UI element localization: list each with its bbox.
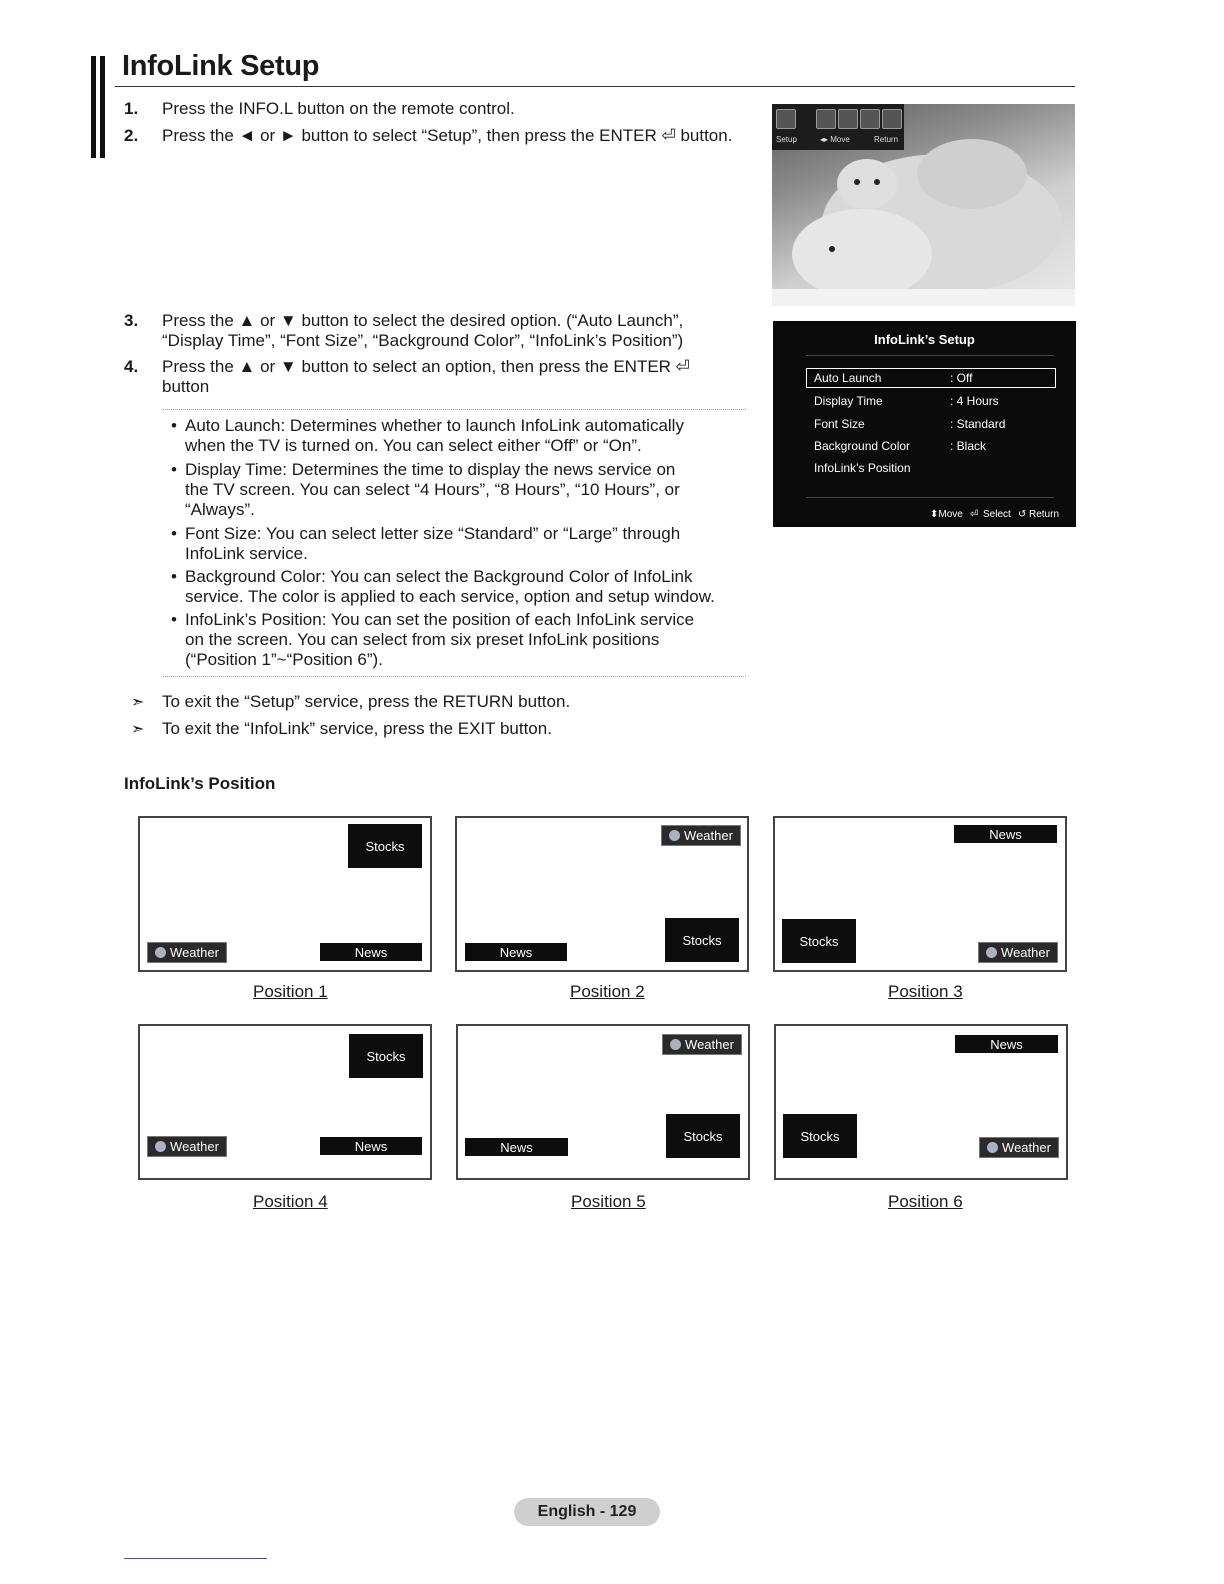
menu-item-infolink-position[interactable]: InfoLink’s Position: [814, 461, 911, 475]
step-text: Press the ▲ or ▼ button to select an option, then press the ENTER ⏎: [162, 357, 690, 376]
stocks-box: Stocks: [349, 1034, 423, 1078]
news-box: News: [320, 943, 422, 961]
usa-today-icon[interactable]: [776, 109, 796, 129]
title-rule: [115, 86, 1075, 87]
bullet-line: InfoLink’s Position: You can set the position of each InfoLink service: [185, 610, 695, 629]
weather-icon: [669, 830, 680, 841]
menu-item-font-size[interactable]: Font Size: [814, 417, 865, 431]
weather-icon: [670, 1039, 681, 1050]
weather-box: [147, 942, 227, 963]
news-icon[interactable]: [838, 109, 858, 129]
news-box: News: [320, 1137, 422, 1155]
menu-item-display-time[interactable]: Display Time: [814, 394, 883, 408]
bullet-dot: •: [171, 610, 177, 629]
section-title: InfoLink’s Position: [124, 774, 276, 793]
weather-box: [661, 825, 741, 846]
position-1-preview: [138, 816, 432, 972]
tv-menu-icon-bar: [772, 104, 904, 150]
bullet-line: Background Color: You can select the Background Color of InfoLink: [185, 567, 693, 586]
move-hint: ⬍Move: [930, 509, 963, 520]
infolink-setup-menu: [773, 321, 1076, 527]
weather-label: Weather: [684, 828, 733, 843]
photo-icon[interactable]: [816, 109, 836, 129]
footer-rule: [124, 1558, 267, 1559]
stocks-box: Stocks: [783, 1114, 857, 1158]
stocks-box: Stocks: [665, 918, 739, 962]
weather-label: Weather: [170, 945, 219, 960]
weather-icon: [155, 1141, 166, 1152]
stocks-icon[interactable]: [860, 109, 880, 129]
bullet-dot: •: [171, 460, 177, 479]
position-3-preview: [773, 816, 1067, 972]
position-1-label: Position 1: [253, 982, 328, 1001]
menu-value: : Black: [950, 439, 987, 453]
bullet-line: Auto Launch: Determines whether to launch InfoLink automatically: [185, 416, 684, 435]
position-2-label: Position 2: [570, 982, 645, 1001]
return-hint: Return: [1029, 509, 1060, 520]
tv-screenshot-photo: [772, 104, 1075, 306]
menu-value: : Standard: [950, 417, 1006, 431]
news-box: News: [955, 1035, 1058, 1053]
position-5-preview: [456, 1024, 750, 1180]
step-number: 4.: [124, 357, 139, 376]
step-text: Press the ◄ or ► button to select “Setup”, then press the ENTER ⏎ button.: [162, 126, 733, 145]
position-3-label: Position 3: [888, 982, 963, 1001]
page-title: InfoLink Setup: [122, 50, 320, 82]
step-number: 1.: [124, 99, 139, 118]
bullet-line: InfoLink service.: [185, 544, 308, 563]
menu-title: InfoLink’s Setup: [874, 332, 975, 347]
position-5-label: Position 5: [571, 1192, 646, 1211]
header-bar: [100, 56, 105, 158]
menu-item-background-color[interactable]: Background Color: [814, 439, 911, 453]
bullet-line: when the TV is turned on. You can select either “Off” or “On”.: [185, 436, 642, 455]
step-text: Press the INFO.L button on the remote control.: [162, 99, 515, 118]
return-hint: Return: [874, 135, 899, 144]
bullet-line: the TV screen. You can select “4 Hours”, “8 Hours”, “10 Hours”, or: [185, 480, 680, 499]
position-2-preview: [455, 816, 749, 972]
stocks-box: Stocks: [348, 824, 422, 868]
setup-label: Setup: [776, 135, 797, 144]
divider: [806, 497, 1054, 498]
enter-icon: ⏎: [970, 509, 979, 520]
position-6-label: Position 6: [888, 1192, 963, 1211]
bullet-line: (“Position 1”~“Position 6”).: [185, 650, 383, 669]
news-box: News: [954, 825, 1057, 843]
bullet-line: service. The color is applied to each service, option and setup window.: [185, 587, 715, 606]
return-icon: ↺: [1018, 509, 1027, 520]
stocks-box: Stocks: [666, 1114, 740, 1158]
news-box: News: [465, 1138, 568, 1156]
menu-value: : Off: [950, 371, 973, 385]
bullet-line: on the screen. You can select from six preset InfoLink positions: [185, 630, 660, 649]
menu-item-auto-launch[interactable]: Auto Launch: [814, 371, 882, 385]
select-hint: Select: [983, 509, 1011, 520]
step-text-cont: “Display Time”, “Font Size”, “Background Color”, “InfoLink’s Position”): [162, 331, 684, 350]
notes-box: [163, 409, 746, 677]
weather-box: [147, 1136, 227, 1157]
bullet-line: Display Time: Determines the time to display the news service on: [185, 460, 676, 479]
step-text: Press the ▲ or ▼ button to select the desired option. (“Auto Launch”,: [162, 311, 684, 330]
weather-label: Weather: [1002, 1140, 1051, 1155]
weather-label: Weather: [1001, 945, 1050, 960]
divider: [806, 355, 1054, 356]
position-6-preview: [774, 1024, 1068, 1180]
weather-box: [662, 1034, 742, 1055]
page-number: English - 129: [514, 1498, 660, 1526]
weather-icon: [987, 1142, 998, 1153]
tip-text: To exit the “Setup” service, press the RETURN button.: [162, 692, 571, 711]
position-4-preview: [138, 1024, 432, 1180]
news-box: News: [465, 943, 567, 961]
weather-icon: [986, 947, 997, 958]
position-4-label: Position 4: [253, 1192, 328, 1211]
menu-value: : 4 Hours: [950, 394, 999, 408]
arrow-icon: ➣: [131, 694, 145, 711]
bullet-dot: •: [171, 416, 177, 435]
weather-box: [979, 1137, 1059, 1158]
step-number: 3.: [124, 311, 139, 330]
bullet-line: “Always”.: [185, 500, 255, 519]
tip-text: To exit the “InfoLink” service, press the EXIT button.: [162, 719, 552, 738]
settings-icon[interactable]: [882, 109, 902, 129]
weather-box: [978, 942, 1058, 963]
bullet-line: Font Size: You can select letter size “Standard” or “Large” through: [185, 524, 681, 543]
stocks-box: Stocks: [782, 919, 856, 963]
weather-label: Weather: [170, 1139, 219, 1154]
header-bar: [91, 56, 96, 158]
arrow-icon: ➣: [131, 721, 145, 738]
bullet-dot: •: [171, 524, 177, 543]
move-hint: ◂▸ Move: [820, 135, 850, 144]
weather-label: Weather: [685, 1037, 734, 1052]
step-text-cont: button: [162, 377, 210, 396]
bullet-dot: •: [171, 567, 177, 586]
step-number: 2.: [124, 126, 139, 145]
weather-icon: [155, 947, 166, 958]
